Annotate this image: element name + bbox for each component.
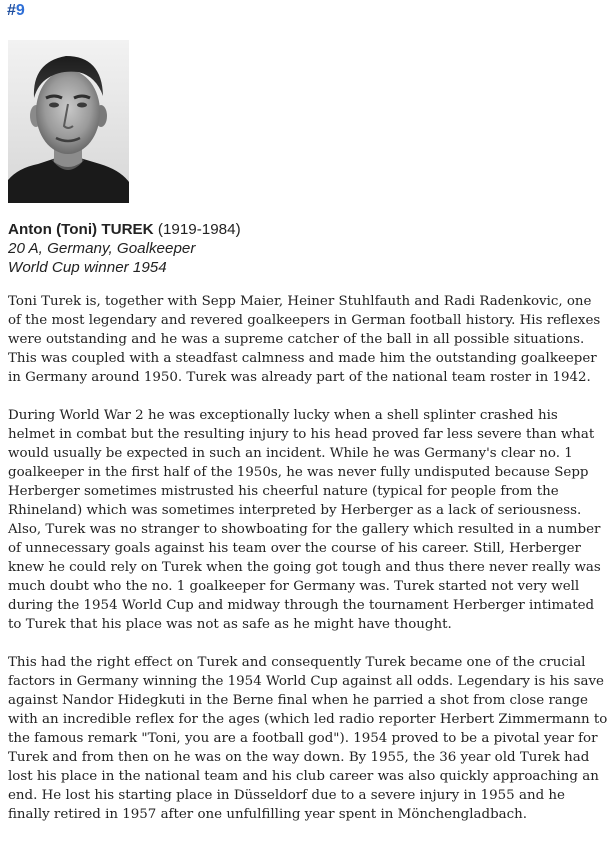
rank-hash: #: [7, 2, 16, 19]
rank-number: 9: [15, 2, 25, 19]
bio-paragraph: This had the right effect on Turek and consequently Turek became one of the crucial factors in Germany winning the 1954 World Cup against all odds. Legendary is his save against Nandor Hidegkuti in the Berne final when he parried a shot from close range with an incredible reflex for the ages (which led radio reporter Herbert Zimmermann to the famous remark "Toni, you are a football god"). 1954 proved to be a pivotal year for Turek and from then on he was on the way down. By 1955, the 36 year old Turek had lost his place in the national team and his club career was also quickly approaching an end. He lost his starting place in Düsseldorf due to a severe injury in 1955 and he finally retired in 1957 after one unfulfilling year spent in Mönchengladbach.: [8, 655, 608, 822]
portrait-photo: [8, 40, 129, 203]
player-details: 20 A, Germany, Goalkeeper: [8, 240, 196, 257]
player-info: [8, 220, 241, 277]
rank-heading: [7, 1, 25, 21]
player-name-line: [8, 220, 241, 239]
player-name: Anton (Toni) TUREK: [8, 221, 154, 238]
player-years: (1919-1984): [157, 221, 241, 238]
player-biography: [8, 292, 608, 843]
player-honours: World Cup winner 1954: [8, 259, 167, 276]
player-portrait: [8, 40, 129, 203]
bio-paragraph: During World War 2 he was exceptionally lucky when a shell splinter crashed his helmet in combat but the resulting injury to his head proved far less severe than what would usually be expected in such an incident. While he was Germany's clear no. 1 goalkeeper in the first half of the 1950s, he was never fully undisputed because Sepp Herberger sometimes mistrusted his cheerful nature (typical for people from the Rhineland) which was sometimes interpreted by Herberger as a lack of seriousness. Also, Turek was no stranger to showboating for the gallery which resulted in a number of unnecessary goals against his team over the course of his career. Still, Herberger knew he could rely on Turek when the going got tough and thus there never really was much doubt who the no. 1 goalkeeper for Germany was. Turek started not very well during the 1954 World Cup and midway through the tournament Herberger intimated to Turek that his place was not as safe as he might have thought.: [8, 408, 601, 632]
bio-paragraph: Toni Turek is, together with Sepp Maier, Heiner Stuhlfauth and Radi Radenkovic, one of the most legendary and revered goalkeepers in German football history. His reflexes were outstanding and he was a supreme catcher of the ball in all possible situations. This was coupled with a steadfast calmness and made him the outstanding goalkeeper in Germany around 1950. Turek was already part of the national team roster in 1942.: [8, 294, 601, 385]
